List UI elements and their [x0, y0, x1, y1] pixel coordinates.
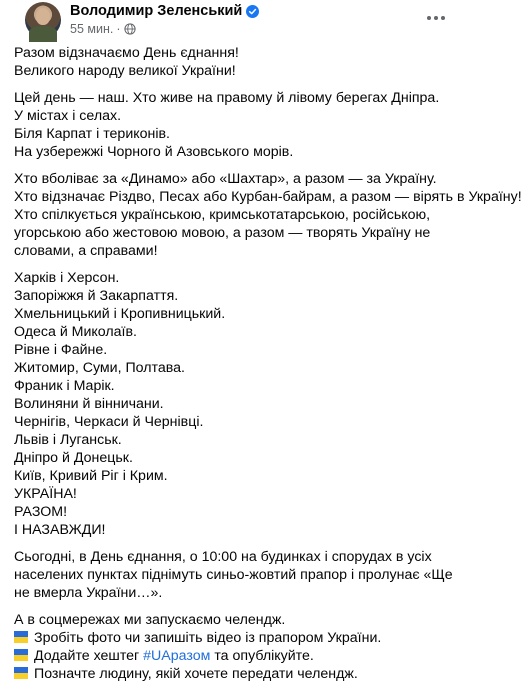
paragraph-unity: [14, 170, 522, 260]
text-line: Харків і Херсон.: [14, 270, 120, 286]
text-line: Хто спілкується українською, кримськотатарською, російською, угорською або жестовою мовою, а разом — творять Україну не словами, а справами!: [14, 207, 431, 259]
more-options-button[interactable]: [421, 2, 451, 32]
text-line: Франик і Марік.: [14, 378, 115, 394]
text-line: Дніпро й Донецьк.: [14, 450, 133, 466]
text-line: Одеса й Миколаїв.: [14, 324, 137, 340]
post-meta: [70, 22, 136, 36]
text-line: І НАЗАВЖДИ!: [14, 522, 106, 538]
text-line: Хмельницький і Кропивницький.: [14, 306, 226, 322]
step-text: Позначте людину, якій хочете передати челендж.: [34, 666, 358, 682]
author-avatar[interactable]: [25, 2, 61, 38]
text-line: На узбережжі Чорного й Азовського морів.: [14, 144, 294, 160]
paragraph-cities: [14, 269, 455, 539]
author-row: [70, 3, 259, 19]
post-body: [12, 44, 522, 683]
hashtag-link[interactable]: #UАразом: [143, 648, 211, 664]
ukraine-flag-icon: [14, 667, 28, 679]
paragraph-anthem: [14, 548, 455, 602]
text-line: УКРАЇНА!: [14, 486, 77, 502]
text-line: Рівне і Файне.: [14, 342, 108, 358]
text-line: Хто відзначає Різдво, Песах або Курбан-байрам, а разом — вірять в Україну!: [14, 189, 522, 205]
text-line: Сьогодні, в День єднання, о 10:00 на будинках і спорудах в усіх населених пунктах піднімуть синьо-жовтий прапор і пролунає «Ще не вмерла України…».: [14, 549, 453, 601]
ukraine-flag-icon: [14, 649, 28, 661]
challenge-step-1: [14, 629, 455, 647]
post-header: [12, 0, 455, 44]
text-line: Хто вболіває за «Динамо» або «Шахтар», а разом — за Україну.: [14, 171, 437, 187]
text-line: Запоріжжя й Закарпаття.: [14, 288, 179, 304]
text-line: Великого народу великої України!: [14, 63, 236, 79]
step-text: Зробіть фото чи запишіть відео із прапором України.: [34, 630, 382, 646]
text-line: Чернігів, Черкаси й Чернівці.: [14, 414, 204, 430]
text-line: А в соцмережах ми запускаємо челендж.: [14, 612, 286, 628]
text-line: У містах і селах.: [14, 108, 122, 124]
text-line: Житомир, Суми, Полтава.: [14, 360, 185, 376]
meta-separator: ·: [116, 22, 121, 36]
text-line: Біля Карпат і териконів.: [14, 126, 170, 142]
text-line: Цей день — наш. Хто живе на правому й лівому берегах Дніпра.: [14, 90, 440, 106]
verified-badge-icon: [246, 5, 259, 18]
challenge-step-3: [14, 665, 455, 683]
paragraph-regions: [14, 89, 455, 161]
post-timestamp[interactable]: 55 мин.: [70, 22, 114, 36]
paragraph-challenge: [14, 611, 455, 683]
step-text: та опублікуйте.: [210, 648, 314, 664]
author-name[interactable]: Володимир Зеленський: [70, 3, 243, 19]
avatar-face: [36, 8, 50, 25]
avatar-body: [29, 26, 57, 42]
ukraine-flag-icon: [14, 631, 28, 643]
globe-icon[interactable]: [124, 23, 136, 35]
text-line: Київ, Кривий Ріг і Крим.: [14, 468, 168, 484]
text-line: РАЗОМ!: [14, 504, 68, 520]
challenge-step-2: [14, 647, 455, 665]
text-line: Львів і Луганськ.: [14, 432, 122, 448]
more-options-icon: [426, 8, 446, 26]
text-line: Волиняни й вінничани.: [14, 396, 164, 412]
step-text: Додайте хештег: [34, 648, 144, 664]
paragraph-greeting: [14, 44, 455, 80]
text-line: Разом відзначаємо День єднання!: [14, 45, 239, 61]
